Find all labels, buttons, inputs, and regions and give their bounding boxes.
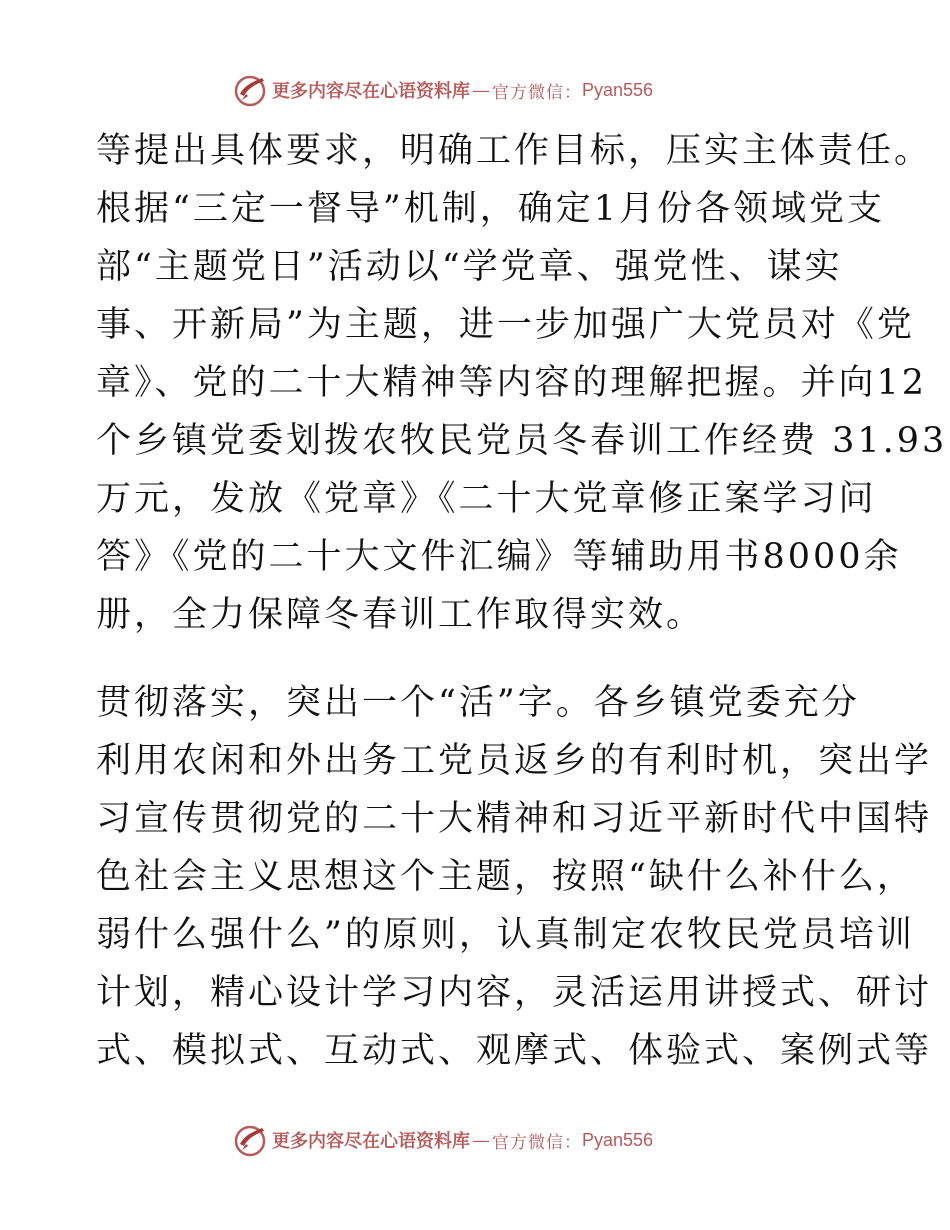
text-line: 式、模拟式、互动式、观摩式、体验式、案例式等 <box>96 1031 933 1071</box>
text-line: 利用农闲和外出务工党员返乡的有利时机，突出学 <box>96 741 933 781</box>
banner-wechat-label: 官方微信： <box>492 82 582 103</box>
banner-dash: — <box>472 1129 490 1151</box>
logo-icon <box>232 72 268 108</box>
text-line: 根据“三定一督导”机制，确定1月份各领域党支 <box>96 189 886 229</box>
text-line: 事、开新局”为主题，进一步加强广大党员对《党 <box>96 305 915 345</box>
text-line: 色社会主义思想这个主题，按照“缺什么补什么， <box>96 857 915 897</box>
text-line: 答》《党的二十大文件汇编》等辅助用书8000余 <box>96 537 902 577</box>
document-body <box>96 122 948 1080</box>
footer-banner <box>232 1122 653 1158</box>
banner-title: 更多内容尽在心语资料库 <box>272 81 470 102</box>
banner-wechat-id: Pyan556 <box>582 79 654 100</box>
text-line: 个乡镇党委划拨农牧民党员冬春训工作经费 31.93 <box>96 421 948 461</box>
banner-wechat-id: Pyan556 <box>582 1129 654 1150</box>
text-line: 弱什么强什么”的原则，认真制定农牧民党员培训 <box>96 915 915 955</box>
text-line: 习宣传贯彻党的二十大精神和习近平新时代中国特 <box>96 799 933 839</box>
text-line: 计划，精心设计学习内容，灵活运用讲授式、研讨 <box>96 973 933 1013</box>
logo-icon <box>232 1122 268 1158</box>
text-line: 万元，发放《党章》《二十大党章修正案学习问 <box>96 479 877 519</box>
paragraph-1 <box>96 122 948 644</box>
paragraph-spacer <box>96 644 866 674</box>
paragraph-2 <box>96 674 933 1080</box>
banner-title: 更多内容尽在心语资料库 <box>272 1131 470 1152</box>
header-banner <box>232 72 653 108</box>
text-line: 等提出具体要求，明确工作目标，压实主体责任。 <box>96 131 933 171</box>
banner-dash: — <box>472 79 490 101</box>
text-line: 部“主题党日”活动以“学党章、强党性、谋实 <box>96 247 843 287</box>
text-line: 册，全力保障冬春训工作取得实效。 <box>96 595 705 635</box>
text-line: 章》、党的二十大精神等内容的理解把握。并向12 <box>96 363 928 403</box>
banner-wechat-label: 官方微信： <box>492 1132 582 1153</box>
text-line: 贯彻落实，突出一个“活”字。各乡镇党委充分 <box>96 683 860 723</box>
